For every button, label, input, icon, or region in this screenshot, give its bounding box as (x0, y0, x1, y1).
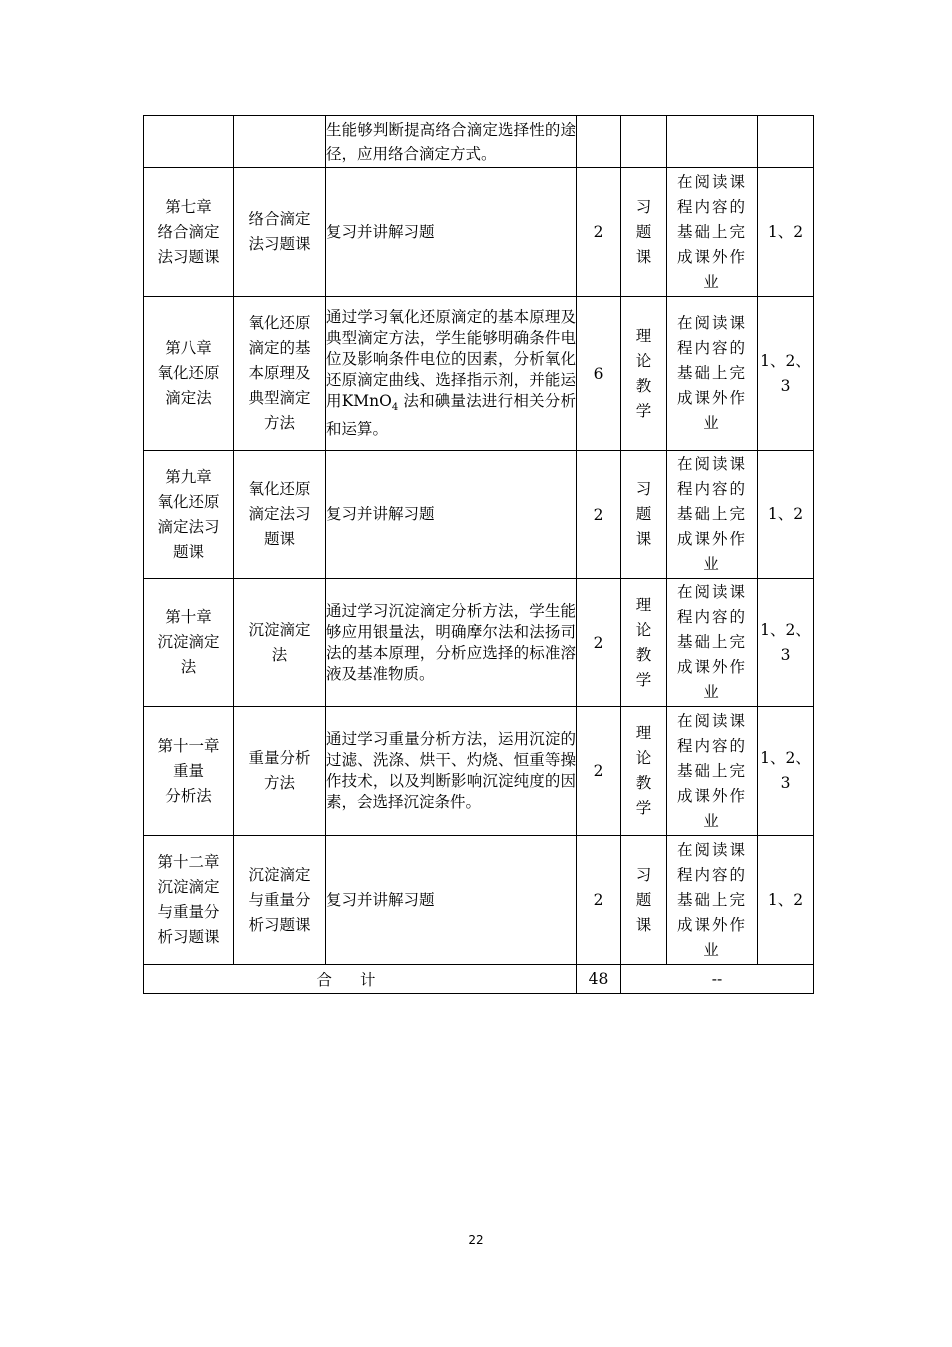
total-hours: 48 (577, 965, 621, 994)
hours-cell (577, 116, 621, 168)
topic-cell: 重量分析 方法 (234, 707, 326, 836)
topic-cell (234, 116, 326, 168)
hours-cell: 2 (577, 168, 621, 297)
topic-cell: 沉淀滴定 与重量分 析习题课 (234, 836, 326, 965)
content-cell: 复习并讲解习题 (326, 168, 577, 297)
chapter-cell: 第八章 氧化还原 滴定法 (144, 297, 234, 451)
table-row (144, 707, 814, 836)
assignment-cell: 在阅读课 程内容的 基础上完 成课外作 业 (667, 297, 758, 451)
topic-cell: 络合滴定 法习题课 (234, 168, 326, 297)
formula-kmno4: KMnO$_4$ (341, 392, 399, 414)
content-cell: 生能够判断提高络合滴定选择性的途径，应用络合滴定方式。 (326, 116, 577, 168)
table-row (144, 116, 814, 168)
hours-cell: 2 (577, 579, 621, 707)
course-schedule-table (143, 115, 814, 994)
hours-cell: 2 (577, 707, 621, 836)
assignment-cell: 在阅读课 程内容的 基础上完 成课外作 业 (667, 451, 758, 579)
method-cell: 习 题 课 (621, 836, 667, 965)
chapter-cell: 第七章 络合滴定 法习题课 (144, 168, 234, 297)
goal-cell (758, 116, 814, 168)
page-number: 22 (468, 1233, 484, 1247)
method-cell: 理 论 教 学 (621, 579, 667, 707)
table-row (144, 168, 814, 297)
total-row (144, 965, 814, 994)
chapter-cell (144, 116, 234, 168)
hours-cell: 6 (577, 297, 621, 451)
content-cell: 通过学习沉淀滴定分析方法，学生能够应用银量法，明确摩尔法和法扬司法的基本原理，分析应选择的标准溶液及基准物质。 (326, 579, 577, 707)
method-cell (621, 116, 667, 168)
chapter-cell: 第九章 氧化还原 滴定法习 题课 (144, 451, 234, 579)
method-cell: 习 题 课 (621, 451, 667, 579)
assignment-cell: 在阅读课 程内容的 基础上完 成课外作 业 (667, 168, 758, 297)
table-row (144, 579, 814, 707)
method-cell: 理 论 教 学 (621, 297, 667, 451)
method-cell: 习 题 课 (621, 168, 667, 297)
content-cell (326, 297, 577, 451)
content-text: 法和碘量法进行相关分析和运算。 (326, 392, 576, 438)
chapter-cell: 第十章 沉淀滴定 法 (144, 579, 234, 707)
table-row (144, 297, 814, 451)
table-row (144, 451, 814, 579)
topic-cell: 氧化还原 滴定的基 本原理及 典型滴定 方法 (234, 297, 326, 451)
content-cell: 通过学习重量分析方法，运用沉淀的过滤、洗涤、烘干、灼烧、恒重等操作技术，以及判断影响沉淀纯度的因素，会选择沉淀条件。 (326, 707, 577, 836)
total-label: 合计 (144, 965, 577, 994)
chapter-cell: 第十一章 重量 分析法 (144, 707, 234, 836)
goal-cell: 1、2、 3 (758, 297, 814, 451)
method-cell: 理 论 教 学 (621, 707, 667, 836)
table-row (144, 836, 814, 965)
goal-cell: 1、2 (758, 451, 814, 579)
hours-cell: 2 (577, 451, 621, 579)
content-cell: 复习并讲解习题 (326, 836, 577, 965)
content-cell: 复习并讲解习题 (326, 451, 577, 579)
assignment-cell: 在阅读课 程内容的 基础上完 成课外作 业 (667, 836, 758, 965)
goal-cell: 1、2 (758, 168, 814, 297)
goal-cell: 1、2、 3 (758, 707, 814, 836)
chapter-cell: 第十二章 沉淀滴定 与重量分 析习题课 (144, 836, 234, 965)
topic-cell: 沉淀滴定 法 (234, 579, 326, 707)
assignment-cell: 在阅读课 程内容的 基础上完 成课外作 业 (667, 579, 758, 707)
assignment-cell (667, 116, 758, 168)
total-rest: -- (621, 965, 814, 994)
goal-cell: 1、2 (758, 836, 814, 965)
assignment-cell: 在阅读课 程内容的 基础上完 成课外作 业 (667, 707, 758, 836)
hours-cell: 2 (577, 836, 621, 965)
topic-cell: 氧化还原 滴定法习 题课 (234, 451, 326, 579)
goal-cell: 1、2、 3 (758, 579, 814, 707)
content-text: 通过学习氧化还原滴定的基本原理及典型滴定方法，学生能够明确条件电位及影响条件电位的因素，分析氧化还原滴定曲线、选择指示剂，并能运用 (326, 308, 576, 411)
